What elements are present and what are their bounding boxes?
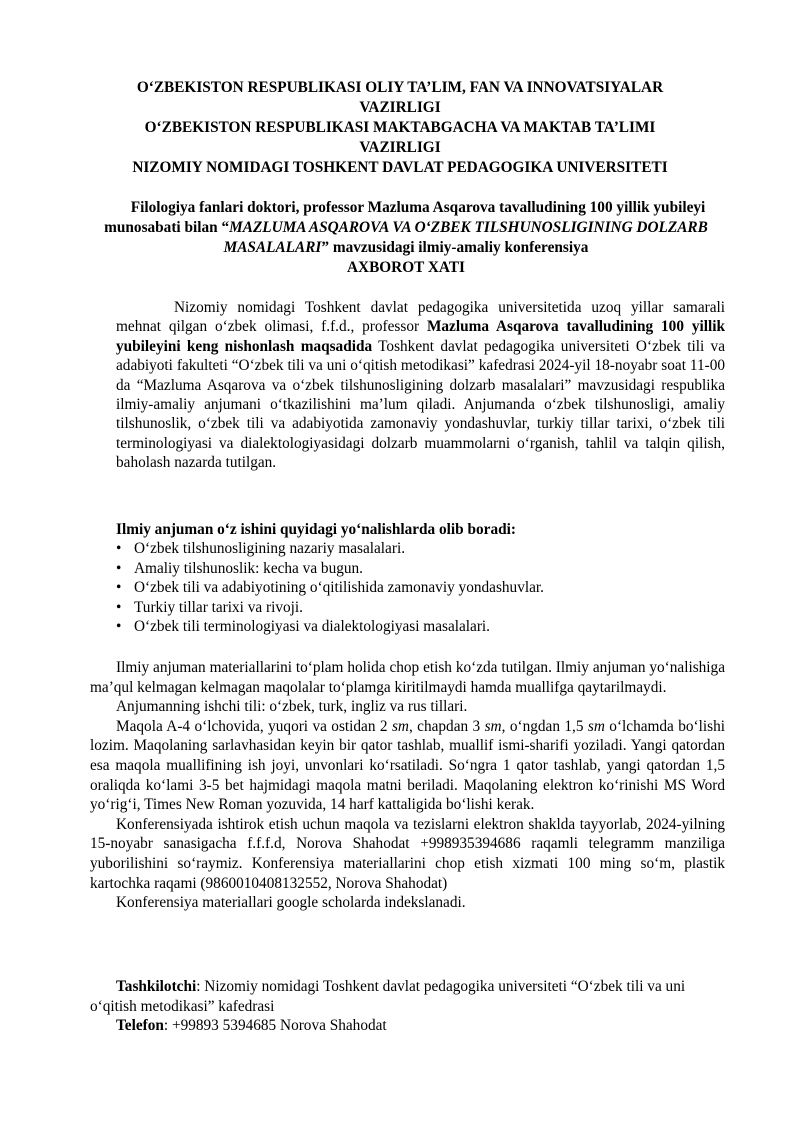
languages-paragraph: Anjumanning ishchi tili: o‘zbek, turk, ingliz va rus tillari. [116,698,468,716]
header-line: VAZIRLIGI [359,99,441,116]
intro-paragraph-block [116,298,725,473]
materials-paragraph [90,658,725,697]
organizer-line [90,977,725,1016]
ministry-header [70,78,730,178]
submission-text: Konferensiyada ishtirok etish uchun maqola va tezislarni elektron shaklda tayyorlab, 2024-yilning 15-noyabr sanasigacha f.f.f.d, Norova Shahodat +998935394686 raqamli telegramm manziliga yuborilishini so‘raymiz. Konferensiya materiallarini chop etish xizmati 100 ming so‘m, plastik kartochka raqami (9860010408132552, Norova Shahodat) [90,815,725,892]
intro-emphasis: Mazluma Asqarova tavalludining 100 yillik yubileyini keng nishonlash maqsadida [116,318,725,355]
list-item-text: Turkiy tillar tarixi va rivoji. [134,598,303,616]
phone-line [90,1016,725,1036]
conference-title [96,198,716,278]
bullet-icon: • [116,559,122,577]
header-line: O‘ZBEKISTON RESPUBLIKASI MAKTABGACHA VA MAKTAB TA’LIMI [144,119,656,136]
list-item-text: O‘zbek tilshunosligining nazariy masalalari. [134,540,406,558]
list-item [116,598,725,617]
footer-section [90,977,725,1036]
intro-text: Toshkent davlat pedagogika universiteti O‘zbek tili va adabiyoti fakulteti “O‘zbek tili va uni o‘qitish metodikasi” kafedrasi 2024-yil 18-noyabr soat 11-00 da “Mazluma Asqarova va o‘zbek tilshunosligining dolzarb masalalari” mavzusidagi respublika ilmiy-amaliy anjumani o‘tkazilishini ma’lum qiladi. Anjumanda o‘zbek tilshunosligi, amaliy tilshunoslik, o‘zbek tili va adabiyotida zamonaviy yondashuvlar, turkiy tillar tarixi, o‘zbek tili terminologiyasi va dialektologiyasidagi dolzarb muammolarni o‘rganish, tahlil va talqin qilish, baholash nazarda tutilgan. [116,337,725,472]
directions-section [116,520,725,636]
bullet-icon: • [116,579,122,597]
intro-paragraph [116,298,725,473]
unit-label: sm [587,717,605,735]
phone-value: : +99893 5394685 Norova Shahodat [163,1017,387,1035]
phone-label: Telefon [116,1017,164,1035]
list-item-text: O‘zbek tili va adabiyotining o‘qitilishida zamonaviy yondashuvlar. [134,579,544,597]
list-item [116,539,725,558]
indexing-paragraph: Konferensiya materiallari google scholarda indekslanadi. [116,894,466,912]
organizer-label: Tashkilotchi [116,978,197,995]
conference-theme: MAZLUMA ASQAROVA VA O‘ZBEK TILSHUNOSLIGINING DOLZARB MASALALARI [223,219,708,256]
bullet-icon: • [116,540,122,558]
bullet-icon: • [116,598,122,616]
directions-heading: Ilmiy anjuman o‘z ishini quyidagi yo‘nalishlarda olib boradi: [116,521,516,538]
format-text: , chapdan 3 [408,717,485,735]
unit-label: sm [391,717,409,735]
format-text: Maqola A-4 o‘lchovida, yuqori va ostidan 2 [116,717,392,735]
submission-paragraph [90,815,725,893]
conference-intro-text: Filologiya fanlari doktori, professor Mazluma Asqarova tavalludining 100 yillik yubileyi munosabati bilan “ [104,199,706,236]
directions-list [116,539,725,636]
format-text: o‘lchamda bo‘lishi lozim. Maqolaning sarlavhasidan keyin bir qator tashlab, muallif ismi-sharifi yoziladi. Yangi qatordan esa maqola muallifining ish joyi, unvonlari ko‘rsatiladi. So‘ngra 1 qator tashlab, yangi qatordan 1,5 oraliqda ko‘lami 3-5 bet hajmidagi maqola matni beriladi. Maqolaning elektron ko‘rinishi MS Word yo‘rig‘i, Times New Roman yozuvida, 14 harf kattaligida bo‘lishi kerak. [90,717,725,814]
format-paragraph [90,717,725,815]
conference-intro [96,198,716,258]
intro-text: Nizomiy nomidagi Toshkent davlat pedagogika universitetida uzoq yillar samarali mehnat qilgan o‘zbek olimasi, f.f.d., professor [116,299,725,336]
materials-text: Ilmiy anjuman materiallarini to‘plam holida chop etish ko‘zda tutilgan. Ilmiy anjuman yo‘nalishiga ma’qul kelmagan kelmagan maqolalar to‘plamga kiritilmaydi hamda muallifga qaytarilmaydi. [90,659,725,696]
list-item [116,617,725,636]
conference-intro-tail: ” mavzusidagi ilmiy-amaliy konferensiya [321,239,589,256]
list-item [116,578,725,597]
list-item-text: Amaliy tilshunoslik: kecha va bugun. [134,559,363,577]
header-line: O‘ZBEKISTON RESPUBLIKASI OLIY TA’LIM, FAN VA INNOVATSIYALAR [136,79,664,96]
university-name: NIZOMIY NOMIDAGI TOSHKENT DAVLAT PEDAGOGIKA UNIVERSITETI [132,159,668,176]
bullet-icon: • [116,618,122,636]
document-title: AXBOROT XATI [346,259,465,276]
unit-label: sm [484,717,502,735]
header-line: VAZIRLIGI [359,139,441,156]
details-section [90,658,725,913]
list-item [116,559,725,578]
list-item-text: O‘zbek tili terminologiyasi va dialektologiyasi masalalari. [134,618,490,636]
organizer-value: : Nizomiy nomidagi Toshkent davlat pedagogika universiteti “O‘zbek tili va uni o‘qitish metodikasi” kafedrasi [90,978,686,1015]
format-text: , o‘ngdan 1,5 [501,717,588,735]
